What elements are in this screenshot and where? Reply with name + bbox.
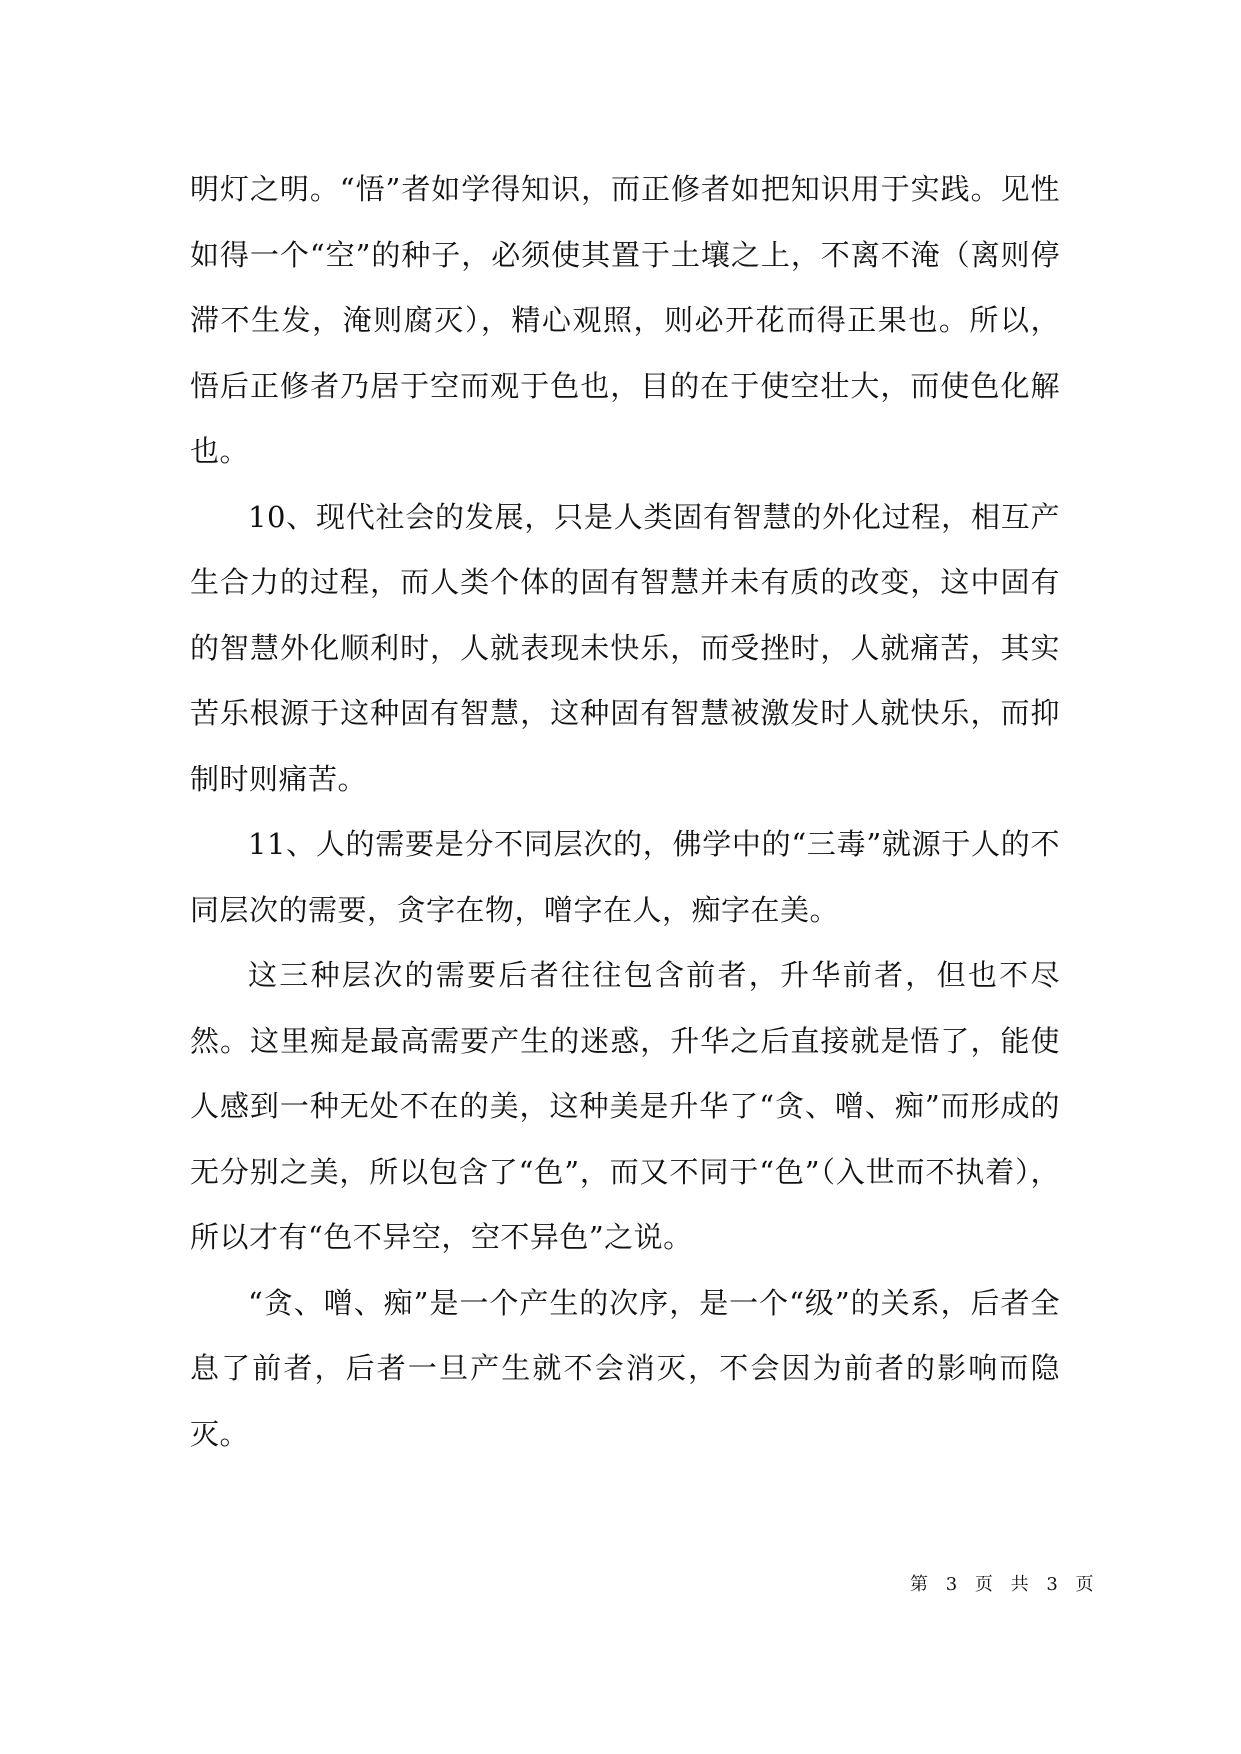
paragraph-1: 明灯之明。“悟”者如学得知识，而正修者如把知识用于实践。见性如得一个“空”的种子，必须使其置于土壤之上，不离不淹（离则停滞不生发，淹则腐灭），精心观照，则必开花而得正果也。所以，悟后正修者乃居于空而观于色也，目的在于使空壮大，而使色化解也。: [190, 172, 1060, 468]
document-body: [190, 157, 1060, 1467]
paragraph-2: 10、现代社会的发展，只是人类固有智慧的外化过程，相互产生合力的过程，而人类个体的固有智慧并未有质的改变，这中固有的智慧外化顺利时，人就表现未快乐，而受挫时，人就痛苦，其实苦乐根源于这种固有智慧，这种固有智慧被激发时人就快乐，而抑制时则痛苦。: [190, 499, 1060, 796]
paragraph-4: 这三种层次的需要后者往往包含前者，升华前者，但也不尽然。这里痴是最高需要产生的迷惑，升华之后直接就是悟了，能使人感到一种无处不在的美，这种美是升华了“贪、噌、痴”而形成的无分别之美，所以包含了“色”，而又不同于“色”（入世而不执着），所以才有“色不异空，空不异色”之说。: [190, 958, 1060, 1254]
paragraph-3: 11、人的需要是分不同层次的，佛学中的“三毒”就源于人的不同层次的需要，贪字在物，噌字在人，痴字在美。: [190, 827, 1060, 927]
paragraph-5: “贪、噌、痴”是一个产生的次序，是一个“级”的关系，后者全息了前者，后者一旦产生就不会消灭，不会因为前者的影响而隐灭。: [190, 1285, 1060, 1451]
page-number-footer: 第 3 页 共 3 页: [910, 1574, 1100, 1595]
